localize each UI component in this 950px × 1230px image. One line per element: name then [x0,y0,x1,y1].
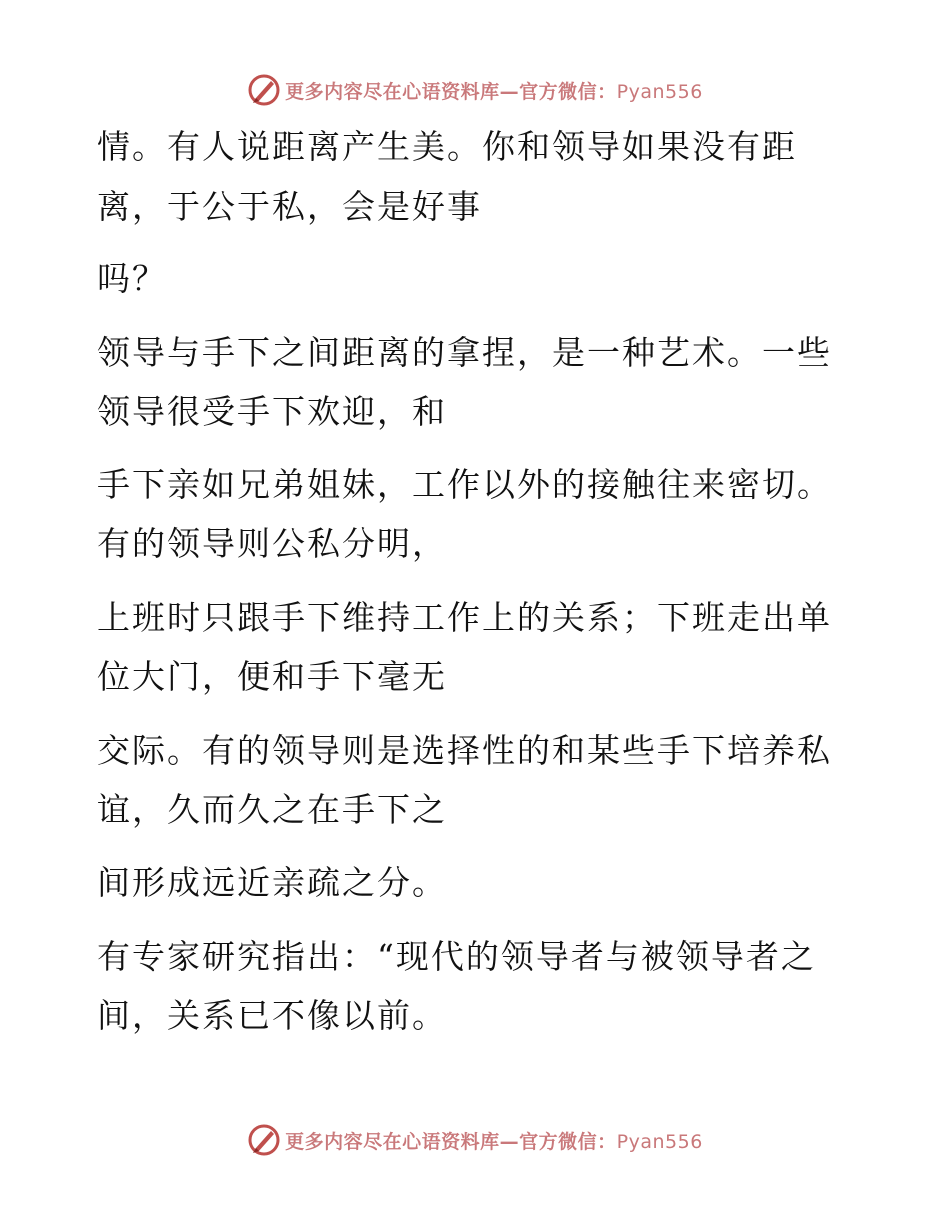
text-line: 位大门，便和手下毫无 [97,657,447,696]
text-line: 谊，久而久之在手下之 [97,790,447,829]
text-line: 领导与手下之间距离的拿捏，是一种艺术。一些 [97,333,832,372]
text-line: 有专家研究指出：“现代的领导者与被领导者之 [97,937,816,976]
text-line: 间，关系已不像以前。 [97,996,447,1035]
footer-watermark [0,1120,950,1160]
text-line: 领导很受手下欢迎，和 [97,392,447,431]
pen-seal-icon [247,73,281,107]
wechat-handle: Pyan556 [616,80,703,103]
text-line: 吗？ [97,259,167,298]
text-line: 上班时只跟手下维持工作上的关系；下班走出单 [97,598,832,637]
watermark-text: 更多内容尽在心语资料库—官方微信：Pyan556 [285,1130,703,1153]
text-line: 情。有人说距离产生美。你和领导如果没有距 [97,127,797,166]
watermark-text: 更多内容尽在心语资料库—官方微信：Pyan556 [285,80,703,103]
text-line: 有的领导则公私分明， [97,524,447,563]
text-line: 离，于公于私，会是好事 [97,187,482,226]
header-watermark [0,70,950,110]
pen-seal-icon [247,1123,281,1157]
text-line: 间形成远近亲疏之分。 [97,863,447,902]
text-line: 手下亲如兄弟姐妹，工作以外的接触往来密切。 [97,465,832,504]
text-line: 交际。有的领导则是选择性的和某些手下培养私 [97,731,832,770]
wechat-handle: Pyan556 [616,1130,703,1153]
